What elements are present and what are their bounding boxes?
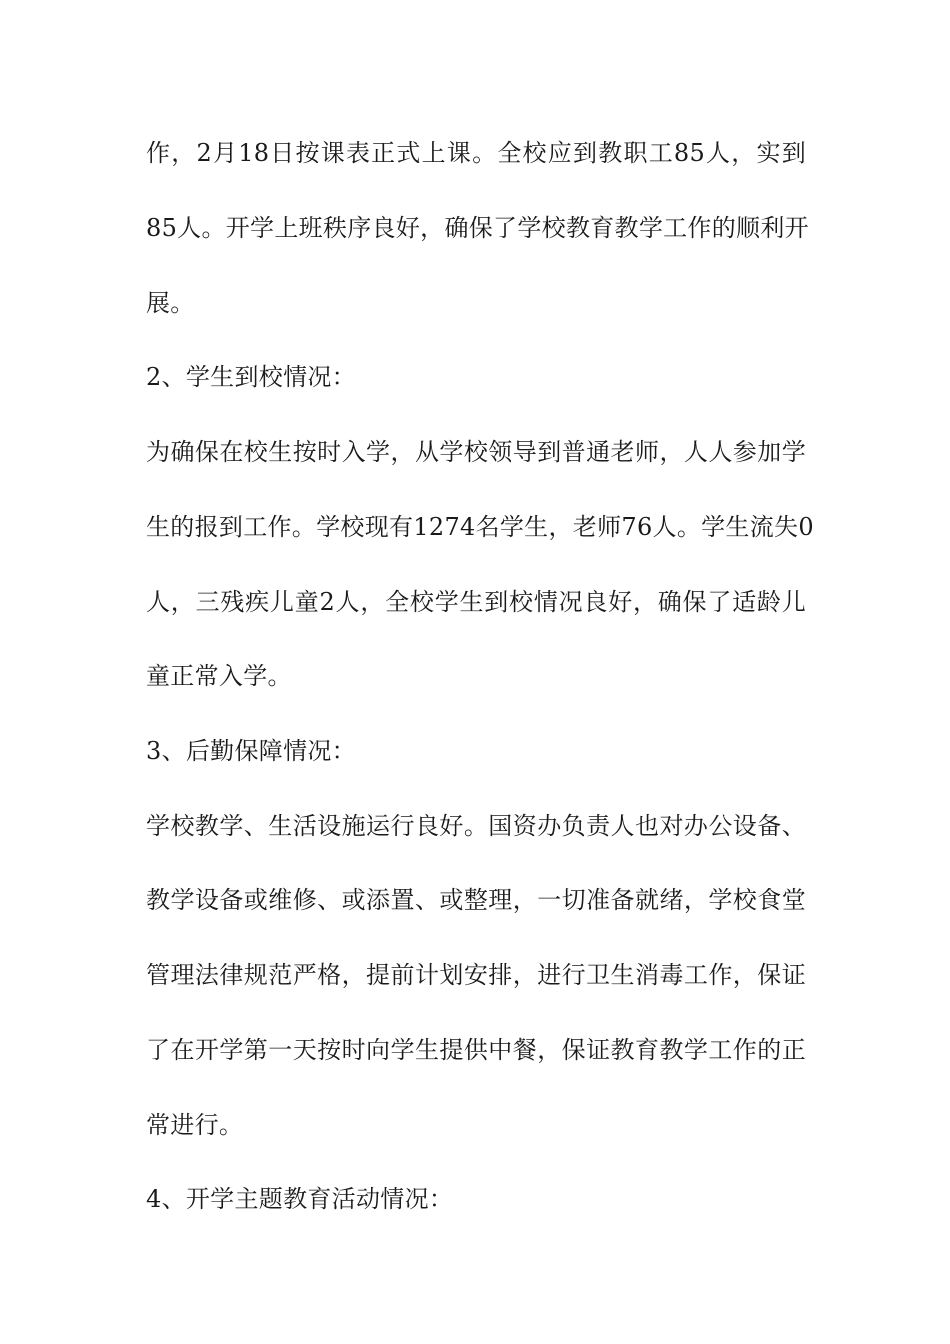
paragraph-line: 展。 (146, 289, 195, 317)
paragraph-line: 童正常入学。 (146, 662, 292, 690)
paragraph-line: 作，2月18日按课表正式上课。全校应到教职工85人，实到 (146, 139, 806, 167)
paragraph-line: 管理法律规范严格，提前计划安排，进行卫生消毒工作，保证 (146, 961, 806, 989)
section-heading: 3、后勤保障情况： (146, 737, 356, 765)
section-heading: 2、学生到校情况： (146, 363, 356, 391)
paragraph-line: 常进行。 (146, 1111, 244, 1139)
paragraph-line: 了在开学第一天按时向学生提供中餐，保证教育教学工作的正 (146, 1036, 806, 1064)
paragraph-line: 人，三残疾儿童2人，全校学生到校情况良好，确保了适龄儿 (146, 588, 806, 616)
paragraph-line: 85人。开学上班秩序良好，确保了学校教育教学工作的顺利开 (146, 214, 809, 242)
paragraph-line: 学校教学、生活设施运行良好。国资办负责人也对办公设备、 (146, 812, 806, 840)
paragraph-line: 为确保在校生按时入学，从学校领导到普通老师，人人参加学 (146, 438, 806, 466)
paragraph-line: 教学设备或维修、或添置、或整理，一切准备就绪，学校食堂 (146, 886, 806, 914)
paragraph-line: 生的报到工作。学校现有1274名学生，老师76人。学生流失0 (146, 513, 814, 541)
section-heading: 4、开学主题教育活动情况： (146, 1185, 454, 1213)
